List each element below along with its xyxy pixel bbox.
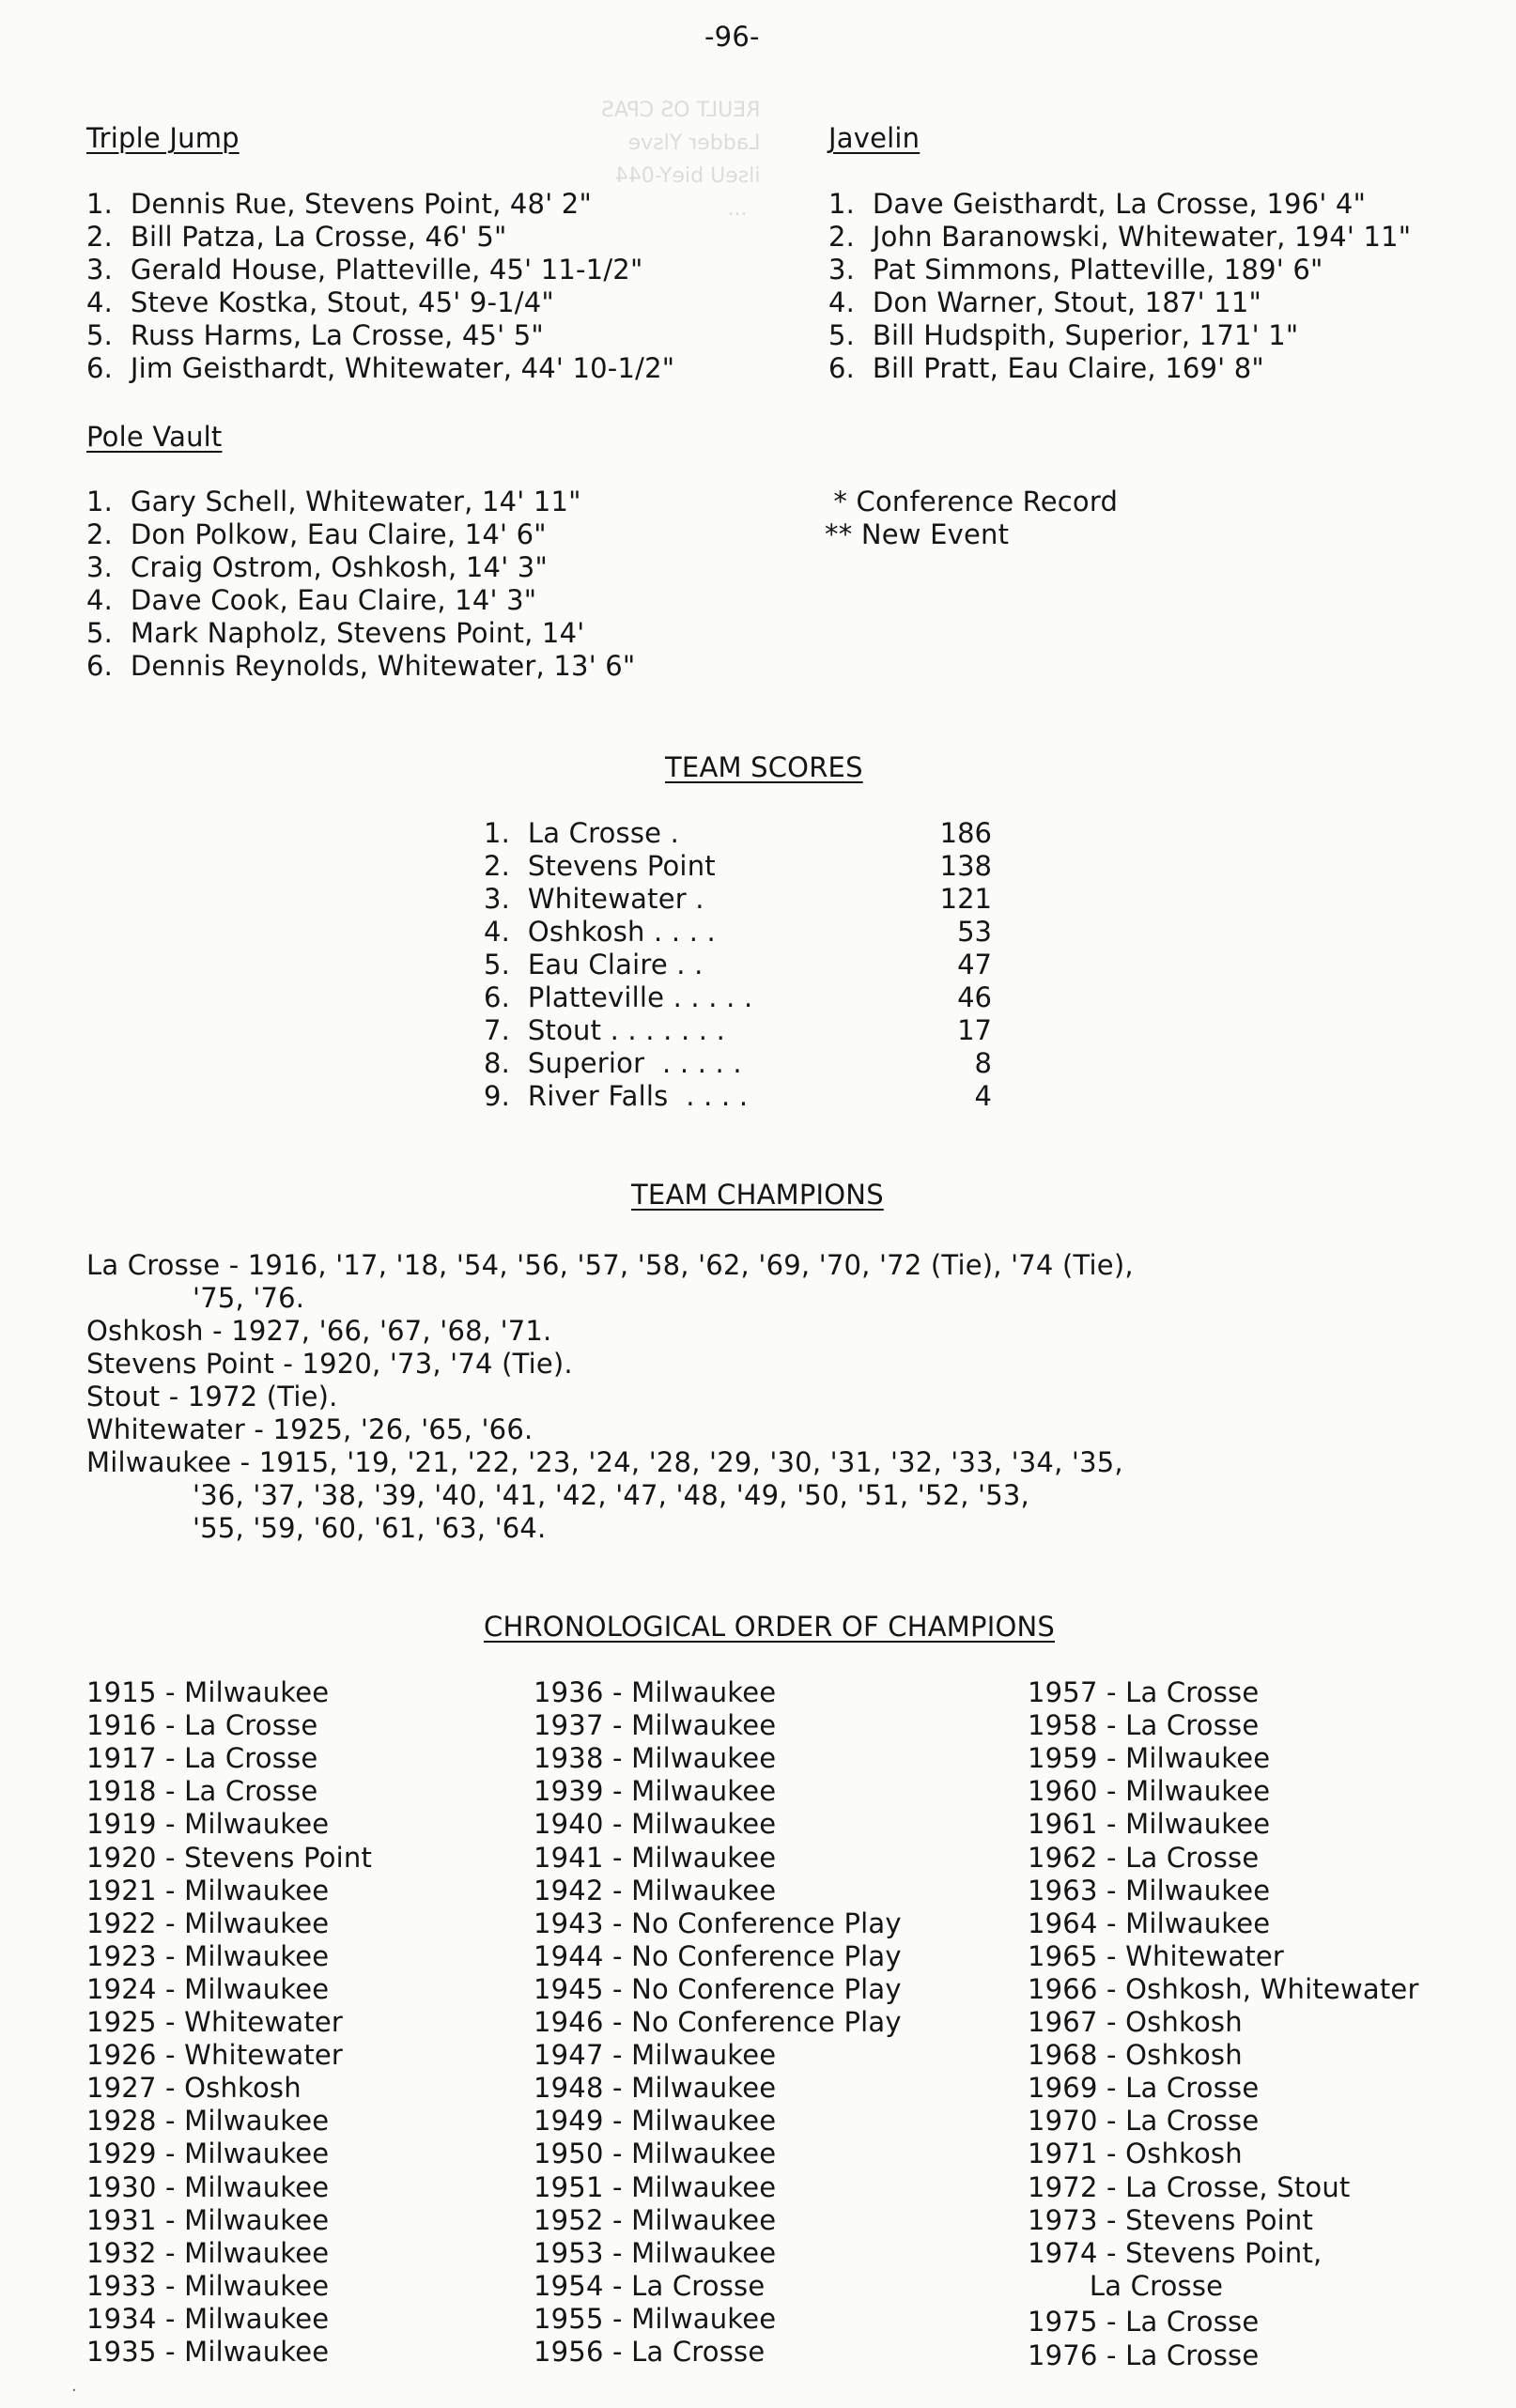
chronological-entry: 1945 - No Conference Play bbox=[534, 1973, 902, 2005]
chronological-entry: 1918 - La Crosse bbox=[86, 1775, 318, 1807]
pole-vault-entry: 4. Dave Cook, Eau Claire, 14' 3" bbox=[86, 584, 537, 616]
pole-vault-entry: 1. Gary Schell, Whitewater, 14' 11" bbox=[86, 486, 581, 517]
chronological-entry: 1916 - La Crosse bbox=[86, 1709, 318, 1741]
champions-line: '75, '76. bbox=[86, 1282, 305, 1314]
chronological-entry: 1946 - No Conference Play bbox=[534, 2006, 902, 2038]
legend-new-event: ** New Event bbox=[825, 518, 1010, 550]
chronological-entry: 1924 - Milwaukee bbox=[86, 1973, 330, 2005]
team-score-value: 53 bbox=[957, 916, 992, 948]
bleed-through-text: REULT OS CPAS Ladder Ylsve ilseU bieY-044 ... bbox=[601, 99, 761, 221]
chronological-entry: 1933 - Milwaukee bbox=[86, 2270, 330, 2302]
champions-line: Stout - 1972 (Tie). bbox=[86, 1381, 338, 1412]
team-score-label: 5. Eau Claire . . bbox=[484, 949, 704, 980]
chronological-entry: 1927 - Oshkosh bbox=[86, 2072, 302, 2104]
javelin-entry: 5. Bill Hudspith, Superior, 171' 1" bbox=[828, 319, 1299, 351]
chronological-entry: 1974 - Stevens Point, bbox=[1028, 2237, 1323, 2269]
chronological-entry: 1935 - Milwaukee bbox=[86, 2336, 330, 2368]
javelin-entry: 3. Pat Simmons, Platteville, 189' 6" bbox=[828, 254, 1323, 286]
chronological-entry: 1955 - Milwaukee bbox=[534, 2303, 777, 2335]
team-score-value: 46 bbox=[957, 981, 992, 1013]
team-score-label: 4. Oshkosh . . . . bbox=[484, 916, 716, 948]
triple-jump-heading: Triple Jump bbox=[86, 122, 240, 154]
triple-jump-entry: 4. Steve Kostka, Stout, 45' 9-1/4" bbox=[86, 286, 554, 318]
chronological-entry: 1962 - La Crosse bbox=[1028, 1842, 1260, 1874]
team-scores-heading: TEAM SCORES bbox=[665, 751, 863, 783]
team-score-value: 8 bbox=[974, 1047, 992, 1079]
team-score-label: 6. Platteville . . . . . bbox=[484, 981, 753, 1013]
team-score-value: 121 bbox=[939, 883, 992, 915]
team-score-value: 17 bbox=[957, 1014, 992, 1046]
chronological-entry: 1923 - Milwaukee bbox=[86, 1940, 330, 1972]
chronological-entry: 1970 - La Crosse bbox=[1028, 2105, 1260, 2137]
javelin-entry: 1. Dave Geisthardt, La Crosse, 196' 4" bbox=[828, 188, 1367, 220]
chronological-entry: 1936 - Milwaukee bbox=[534, 1676, 777, 1708]
chronological-entry: 1956 - La Crosse bbox=[534, 2336, 766, 2368]
chronological-entry: 1921 - Milwaukee bbox=[86, 1875, 330, 1906]
team-score-label: 2. Stevens Point bbox=[484, 850, 716, 882]
chronological-entry: 1942 - Milwaukee bbox=[534, 1875, 777, 1906]
chronological-entry: 1969 - La Crosse bbox=[1028, 2072, 1260, 2104]
page-mark: · bbox=[71, 2381, 77, 2400]
chronological-entry: 1950 - Milwaukee bbox=[534, 2138, 777, 2169]
triple-jump-entry: 5. Russ Harms, La Crosse, 45' 5" bbox=[86, 319, 544, 351]
chronological-entry: 1928 - Milwaukee bbox=[86, 2105, 330, 2137]
pole-vault-heading: Pole Vault bbox=[86, 421, 223, 453]
chronological-entry: 1920 - Stevens Point bbox=[86, 1842, 373, 1874]
chronological-entry: La Crosse bbox=[1028, 2270, 1224, 2302]
chronological-entry: 1972 - La Crosse, Stout bbox=[1028, 2171, 1351, 2203]
chronological-entry: 1919 - Milwaukee bbox=[86, 1808, 330, 1840]
chronological-entry: 1971 - Oshkosh bbox=[1028, 2138, 1243, 2169]
triple-jump-entry: 6. Jim Geisthardt, Whitewater, 44' 10-1/2" bbox=[86, 352, 675, 384]
champions-line: Milwaukee - 1915, '19, '21, '22, '23, '24, '28, '29, '30, '31, '32, '33, '34, '35, bbox=[86, 1446, 1123, 1478]
chronological-entry: 1965 - Whitewater bbox=[1028, 1940, 1285, 1972]
chronological-entry: 1973 - Stevens Point bbox=[1028, 2204, 1314, 2236]
chronological-entry: 1939 - Milwaukee bbox=[534, 1775, 777, 1807]
pole-vault-entry: 6. Dennis Reynolds, Whitewater, 13' 6" bbox=[86, 650, 636, 682]
chronological-entry: 1931 - Milwaukee bbox=[86, 2204, 330, 2236]
triple-jump-entry: 2. Bill Patza, La Crosse, 46' 5" bbox=[86, 221, 507, 253]
chronological-entry: 1934 - Milwaukee bbox=[86, 2303, 330, 2335]
champions-line: Oshkosh - 1927, '66, '67, '68, '71. bbox=[86, 1315, 552, 1347]
pole-vault-entry: 5. Mark Napholz, Stevens Point, 14' bbox=[86, 617, 585, 649]
chronological-entry: 1964 - Milwaukee bbox=[1028, 1907, 1271, 1939]
chronological-entry: 1951 - Milwaukee bbox=[534, 2171, 777, 2203]
chronological-entry: 1976 - La Crosse bbox=[1028, 2339, 1260, 2371]
chronological-entry: 1959 - Milwaukee bbox=[1028, 1742, 1271, 1774]
chronological-entry: 1954 - La Crosse bbox=[534, 2270, 766, 2302]
champions-line: La Crosse - 1916, '17, '18, '54, '56, '57, '58, '62, '69, '70, '72 (Tie), '74 (Tie), bbox=[86, 1249, 1134, 1281]
chronological-entry: 1961 - Milwaukee bbox=[1028, 1808, 1271, 1840]
chronological-entry: 1968 - Oshkosh bbox=[1028, 2039, 1243, 2071]
chronological-entry: 1948 - Milwaukee bbox=[534, 2072, 777, 2104]
champions-line: '36, '37, '38, '39, '40, '41, '42, '47, '48, '49, '50, '51, '52, '53, bbox=[86, 1479, 1029, 1511]
triple-jump-entry: 3. Gerald House, Platteville, 45' 11-1/2" bbox=[86, 254, 643, 286]
javelin-heading: Javelin bbox=[828, 122, 920, 154]
chronological-entry: 1953 - Milwaukee bbox=[534, 2237, 777, 2269]
chronological-entry: 1960 - Milwaukee bbox=[1028, 1775, 1271, 1807]
champions-line: Whitewater - 1925, '26, '65, '66. bbox=[86, 1413, 534, 1445]
chronological-entry: 1940 - Milwaukee bbox=[534, 1808, 777, 1840]
team-score-value: 138 bbox=[939, 850, 992, 882]
chronological-entry: 1957 - La Crosse bbox=[1028, 1676, 1260, 1708]
triple-jump-entry: 1. Dennis Rue, Stevens Point, 48' 2" bbox=[86, 188, 592, 220]
champions-line: '55, '59, '60, '61, '63, '64. bbox=[86, 1512, 547, 1544]
chronological-entry: 1949 - Milwaukee bbox=[534, 2105, 777, 2137]
pole-vault-entry: 2. Don Polkow, Eau Claire, 14' 6" bbox=[86, 518, 547, 550]
page-number: -96- bbox=[704, 21, 760, 53]
team-champions-heading: TEAM CHAMPIONS bbox=[631, 1179, 884, 1211]
javelin-entry: 4. Don Warner, Stout, 187' 11" bbox=[828, 286, 1262, 318]
chronological-entry: 1932 - Milwaukee bbox=[86, 2237, 330, 2269]
team-score-value: 4 bbox=[974, 1080, 992, 1112]
team-score-label: 3. Whitewater . bbox=[484, 883, 704, 915]
chronological-entry: 1926 - Whitewater bbox=[86, 2039, 344, 2071]
javelin-entry: 6. Bill Pratt, Eau Claire, 169' 8" bbox=[828, 352, 1264, 384]
chronological-entry: 1922 - Milwaukee bbox=[86, 1907, 330, 1939]
chronological-entry: 1929 - Milwaukee bbox=[86, 2138, 330, 2169]
legend-conference-record: * Conference Record bbox=[825, 486, 1119, 517]
chronological-entry: 1944 - No Conference Play bbox=[534, 1940, 902, 1972]
team-score-value: 186 bbox=[939, 817, 992, 849]
chronological-heading: CHRONOLOGICAL ORDER OF CHAMPIONS bbox=[484, 1611, 1055, 1643]
chronological-entry: 1943 - No Conference Play bbox=[534, 1907, 902, 1939]
chronological-entry: 1941 - Milwaukee bbox=[534, 1842, 777, 1874]
chronological-entry: 1938 - Milwaukee bbox=[534, 1742, 777, 1774]
chronological-entry: 1930 - Milwaukee bbox=[86, 2171, 330, 2203]
chronological-entry: 1937 - Milwaukee bbox=[534, 1709, 777, 1741]
chronological-entry: 1975 - La Crosse bbox=[1028, 2306, 1260, 2338]
team-score-label: 9. River Falls . . . . bbox=[484, 1080, 749, 1112]
chronological-entry: 1925 - Whitewater bbox=[86, 2006, 344, 2038]
team-score-label: 8. Superior . . . . . bbox=[484, 1047, 742, 1079]
chronological-entry: 1967 - Oshkosh bbox=[1028, 2006, 1243, 2038]
chronological-entry: 1917 - La Crosse bbox=[86, 1742, 318, 1774]
chronological-entry: 1947 - Milwaukee bbox=[534, 2039, 777, 2071]
team-score-label: 7. Stout . . . . . . . bbox=[484, 1014, 726, 1046]
team-score-value: 47 bbox=[957, 949, 992, 980]
javelin-entry: 2. John Baranowski, Whitewater, 194' 11" bbox=[828, 221, 1412, 253]
champions-line: Stevens Point - 1920, '73, '74 (Tie). bbox=[86, 1348, 573, 1380]
chronological-entry: 1963 - Milwaukee bbox=[1028, 1875, 1271, 1906]
team-score-label: 1. La Crosse . bbox=[484, 817, 680, 849]
chronological-entry: 1915 - Milwaukee bbox=[86, 1676, 330, 1708]
chronological-entry: 1952 - Milwaukee bbox=[534, 2204, 777, 2236]
chronological-entry: 1958 - La Crosse bbox=[1028, 1709, 1260, 1741]
chronological-entry: 1966 - Oshkosh, Whitewater bbox=[1028, 1973, 1419, 2005]
pole-vault-entry: 3. Craig Ostrom, Oshkosh, 14' 3" bbox=[86, 551, 548, 583]
